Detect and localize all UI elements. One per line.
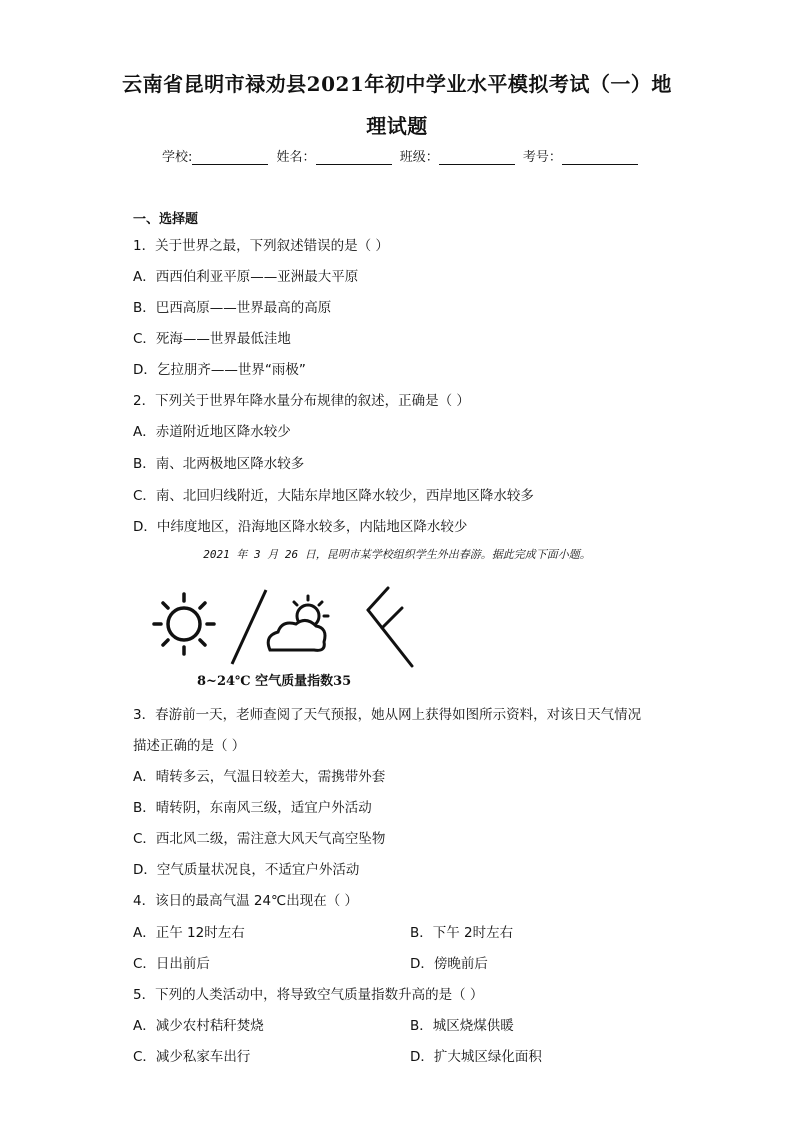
- q4-option-a: A．正午 12时左右: [133, 925, 245, 941]
- slash-divider: [232, 590, 266, 664]
- exam-number-blank: [562, 150, 638, 165]
- school-label: 学校:: [162, 150, 193, 165]
- q5-stem: 5．下列的人类活动中，将导致空气质量指数升高的是（ ）: [133, 987, 484, 1003]
- class-blank: [439, 150, 515, 165]
- q1-option-a: A．西西伯利亚平原——亚洲最大平原: [133, 269, 359, 285]
- name-blank: [316, 150, 392, 165]
- q3-stem-line1: 3．春游前一天，老师查阅了天气预报，她从网上获得如图所示资料，对该日天气情况: [133, 707, 642, 723]
- q5-option-a: A．减少农村秸秆焚烧: [133, 1018, 264, 1034]
- q1-option-c: C．死海——世界最低洼地: [133, 331, 291, 347]
- reading-intro: 2021 年 3 月 26 日，昆明市某学校组织学生外出春游。据此完成下面小题。: [203, 548, 591, 561]
- school-blank: [192, 150, 268, 165]
- q2-option-d: D．中纬度地区，沿海地区降水较多，内陆地区降水较少: [133, 519, 468, 535]
- q5-option-c: C．减少私家车出行: [133, 1049, 251, 1065]
- q2-option-a: A．赤道附近地区降水较少: [133, 424, 291, 440]
- exam-number-label: 考号：: [522, 150, 562, 165]
- q1-stem: 1．关于世界之最，下列叙述错误的是（ ）: [133, 238, 389, 254]
- class-label: 班级：: [399, 150, 439, 165]
- q5-option-b: B．城区烧煤供暖: [410, 1018, 514, 1034]
- wind-barb-icon: [368, 588, 412, 666]
- student-info-row: [162, 146, 642, 165]
- q4-option-c: C．日出前后: [133, 956, 210, 972]
- page-title-line2: 理试题: [366, 114, 428, 138]
- q3-option-b: B．晴转阴，东南风三级，适宜户外活动: [133, 800, 372, 816]
- q1-option-d: D．乞拉朋齐——世界“雨极”: [133, 362, 306, 378]
- partly-cloudy-icon: [268, 596, 328, 650]
- forecast-caption: 8~24℃ 空气质量指数35: [197, 674, 352, 689]
- section-heading: 一、选择题: [133, 212, 199, 227]
- q2-option-c: C．南、北回归线附近，大陆东岸地区降水较少，西岸地区降水较多: [133, 488, 534, 504]
- sun-icon: [154, 594, 214, 654]
- name-label: 姓名：: [276, 150, 316, 165]
- q4-option-b: B．下午 2时左右: [410, 925, 514, 941]
- q3-stem-line2: 描述正确的是（ ）: [133, 738, 246, 754]
- q3-option-d: D．空气质量状况良，不适宜户外活动: [133, 862, 360, 878]
- q4-stem: 4．该日的最高气温 24℃出现在（ ）: [133, 893, 359, 909]
- q4-option-d: D．傍晚前后: [410, 956, 488, 972]
- page-title-line1: 云南省昆明市禄劝县2021年初中学业水平模拟考试（一）地: [122, 72, 672, 96]
- q5-option-d: D．扩大城区绿化面积: [410, 1049, 542, 1065]
- q1-option-b: B．巴西高原——世界最高的高原: [133, 300, 332, 316]
- q2-stem: 2．下列关于世界年降水量分布规律的叙述，正确是（ ）: [133, 393, 470, 409]
- q3-option-a: A．晴转多云，气温日较差大，需携带外套: [133, 769, 386, 785]
- q2-option-b: B．南、北两极地区降水较多: [133, 456, 305, 472]
- q3-option-c: C．西北风二级，需注意大风天气高空坠物: [133, 831, 386, 847]
